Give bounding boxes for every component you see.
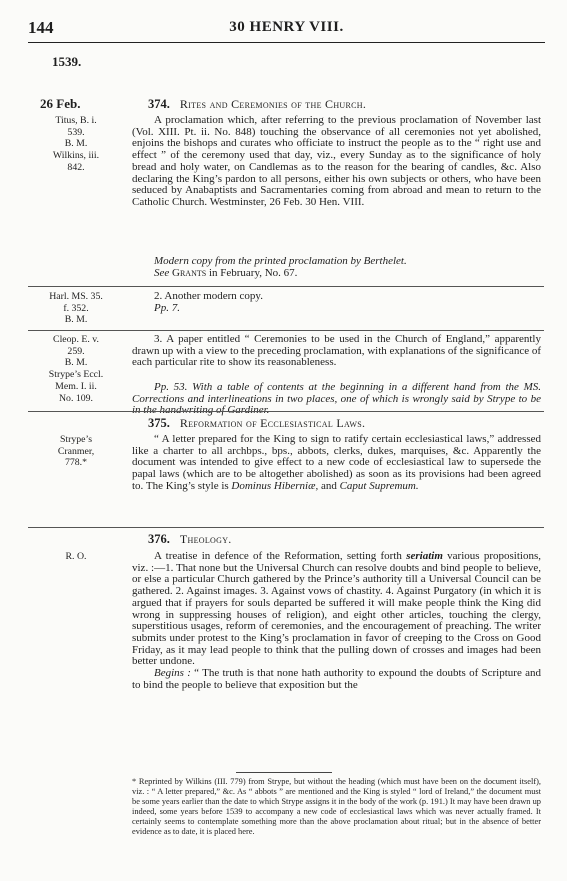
- item-3-note: Pp. 53. With a table of contents at the beginning in a different hand from the MS. Corrections and interlineations in two places, one of which is wrongly said by Strype to be in the handwriting of Gardiner.: [132, 381, 541, 417]
- entry-374-note: Modern copy from the printed proclamation by Berthelet. See Grants in February, No. 67.: [154, 255, 407, 279]
- entry-375-margin-refs: Strype’s Cranmer, 778.*: [57, 434, 95, 469]
- section-separator: [28, 286, 544, 287]
- item-2-pages: Pp. 7.: [154, 301, 180, 314]
- margin-ref: Wilkins, iii.: [52, 150, 100, 162]
- entry-376-text: A treatise in defence of the Reformation, setting forth seriatim various propositions, viz. :—1. That none but the Universal Church can resolve doubts and bind people to believe, or else a particular Church gathered by the Prince’s authority till a Universal Council can be gathered. 2. Against images. 3. Against vows of chastity. 4. Against Purgatory (in which it is argued that if prayers for souls departed be suffered it will make people think the King did wrong in suppressing houses of religion), and eight other articles, touching the clergy, superstitious usages, reform of ceremonies, and the encouragement of preaching. The writer submits under protest to the King’s proclamation in favor of creeping to the Cross on Good Friday, as it may lead people to think that the pulling down of crosses and images had been better undone. Begins : “ The truth is that none hath authority to expound the doubts of Scripture and to bind the people to believe that exposition but the: [132, 550, 541, 691]
- entry-374-heading: [148, 97, 366, 112]
- page-number: 144: [28, 18, 54, 37]
- section-separator: [28, 411, 544, 412]
- entry-376-margin-refs: R. O.: [65, 551, 87, 562]
- running-title: 30 HENRY VIII.: [229, 19, 344, 35]
- entry-374-margin-refs: [30, 115, 122, 174]
- entry-375-text: “ A letter prepared for the King to sign to ratify certain ecclesiastical laws,” addressed like a charter to all archbps., bps., abbots, clerks, dukes, marquises, &c. Apparently the document was intended to give effect to a new code of ecclesiastical law to supersede the papal laws (which are to be altogether abolished) as soon as its provisions had been agreed to. The King’s style is Dominus Hiberniæ, and Caput Supremum.: [132, 433, 541, 492]
- page-header: [28, 18, 545, 38]
- item-3-text: 3. A paper entitled “ Ceremonies to be used in the Church of England,” apparently drawn up with a view to the preceding proclamation, with explanations of the significance of each particular rite to show its reasonableness.: [132, 333, 542, 369]
- margin-ref: Titus, B. i.: [55, 115, 97, 126]
- entry-number: 374.: [148, 97, 170, 111]
- item-3-margin-refs: Cleop. E. v. 259. B. M. Strype’s Eccl. Mem. I. ii. No. 109.: [48, 334, 104, 404]
- entry-374-body: A proclamation which, after referring to the previous proclamation of November last (Vol. XIII. Pt. ii. No. 848) touching the observance of all ceremonies not yet abolished, enjoins the bishops and curates who officiate to instruct the people as to the “ right use and effect ” of the ceremony used that day, viz., every Sunday as to the significance of holy bread and holy water, on Candlemas as to the reason for the bearing of candles, &c. Also declaring the King’s pardon to all persons, either his own subjects or others, who have been seduced by Anabaptists and Sacramentaries coming from abroad and mean to return to the Catholic Church. Westminster, 26 Feb. 30 Hen. VIII.: [132, 114, 541, 208]
- item-2-text: 2. Another modern copy. Pp. 7.: [154, 290, 263, 314]
- entry-title: Rites and Ceremonies of the Church.: [179, 97, 367, 111]
- margin-ref: 539.: [67, 126, 85, 138]
- section-separator: [28, 527, 544, 528]
- header-rule: [28, 42, 545, 43]
- section-separator: [28, 330, 544, 331]
- entry-376-heading: 376. Theology.: [148, 532, 232, 546]
- margin-ref: B. M.: [64, 138, 88, 150]
- footnote: * Reprinted by Wilkins (III. 779) from Strype, but without the heading (which must have been on the document itself), viz. : “ A letter prepared,” &c. As “ abbots ” are mentioned and the King is styled “ lord of Ireland,” the document must be some years earlier than the date to which Strype assigns it in the body of the work (p. 191.) It may have been drawn up indeed, some years before 1539 to accompany a new code of ecclesiastical laws which was never actually framed. It certainly seems to contemplate something more than the above proclamation about ritual; but in the absence of better evidence as to date, it is placed here.: [132, 777, 541, 836]
- year-label: 1539.: [52, 54, 82, 69]
- margin-ref: 842.: [67, 161, 85, 173]
- grants-ref: Grants: [172, 266, 207, 279]
- date-label: 26 Feb.: [40, 96, 81, 111]
- footnote-rule: [236, 772, 332, 773]
- entry-374-text: [132, 115, 541, 209]
- entry-375-heading: 375. Reformation of Ecclesiastical Laws.: [148, 416, 366, 430]
- item-2-margin-refs: Harl. MS. 35. f. 352. B. M.: [49, 291, 103, 326]
